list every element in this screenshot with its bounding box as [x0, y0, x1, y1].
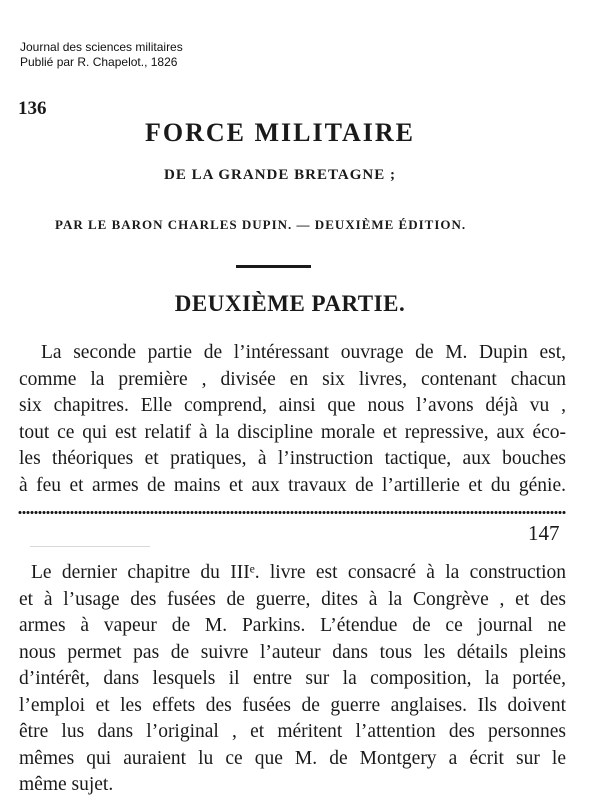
page-break-rule	[18, 510, 566, 515]
title-divider	[236, 265, 311, 268]
article-title: FORCE MILITAIRE	[144, 118, 416, 147]
paragraph-line: mêmes qui auraient lu ce que M. de Montgery a écrit sur le	[19, 747, 566, 769]
source-publisher: Publié par R. Chapelot., 1826	[20, 55, 178, 69]
part-heading: DEUXIÈME PARTIE.	[174, 291, 406, 316]
paragraph-line: à feu et armes de mains et aux travaux de l’artillerie et du génie.	[19, 474, 566, 496]
paragraph-line: même sujet.	[19, 774, 114, 795]
paragraph-line: l’emploi et les effets des fusées de guerre anglaises. Ils doivent	[19, 694, 566, 716]
paragraph-2	[19, 560, 566, 799]
paragraph-1	[19, 340, 566, 499]
paragraph-line: six chapitres. Elle comprend, ainsi que nous l’avons déjà vu ,	[19, 395, 566, 416]
paragraph-line: La seconde partie de l’intéressant ouvrage de M. Dupin est,	[41, 342, 566, 363]
paragraph-line: être lus dans l’original , et méritent l’attention des personnes	[19, 721, 566, 742]
article-subtitle: DE LA GRANDE BRETAGNE ;	[164, 167, 396, 183]
source-journal-title: Journal des sciences militaires	[20, 40, 183, 54]
paragraph-line: nous permet pas de suivre l’auteur dans tous les détails pleins	[19, 641, 566, 663]
paragraph-line: Le dernier chapitre du IIIᵉ. livre est consacré à la construction	[31, 562, 566, 583]
author-line: PAR LE BARON CHARLES DUPIN. — DEUXIÈME ÉDITION.	[55, 217, 467, 232]
source-citation	[20, 40, 183, 70]
paragraph-line: armes à vapeur de M. Parkins. L’étendue de ce journal ne	[19, 615, 566, 636]
paragraph-line: les théoriques et pratiques, à l’instruction tactique, aux bouches	[19, 448, 566, 469]
paragraph-line: comme la première , divisée en six livres, contenant chacun	[19, 368, 566, 390]
paragraph-line: tout ce qui est relatif à la discipline morale et repressive, aux éco-	[19, 421, 566, 443]
page-number-second: 147	[528, 521, 560, 545]
page-number-top: 136	[18, 98, 47, 119]
faint-divider	[30, 546, 150, 547]
paragraph-line: et à l’usage des fusées de guerre, dites à la Congrève , et des	[19, 588, 566, 610]
paragraph-line: d’intérêt, dans lesquels il entre sur la composition, la portée,	[19, 668, 566, 689]
